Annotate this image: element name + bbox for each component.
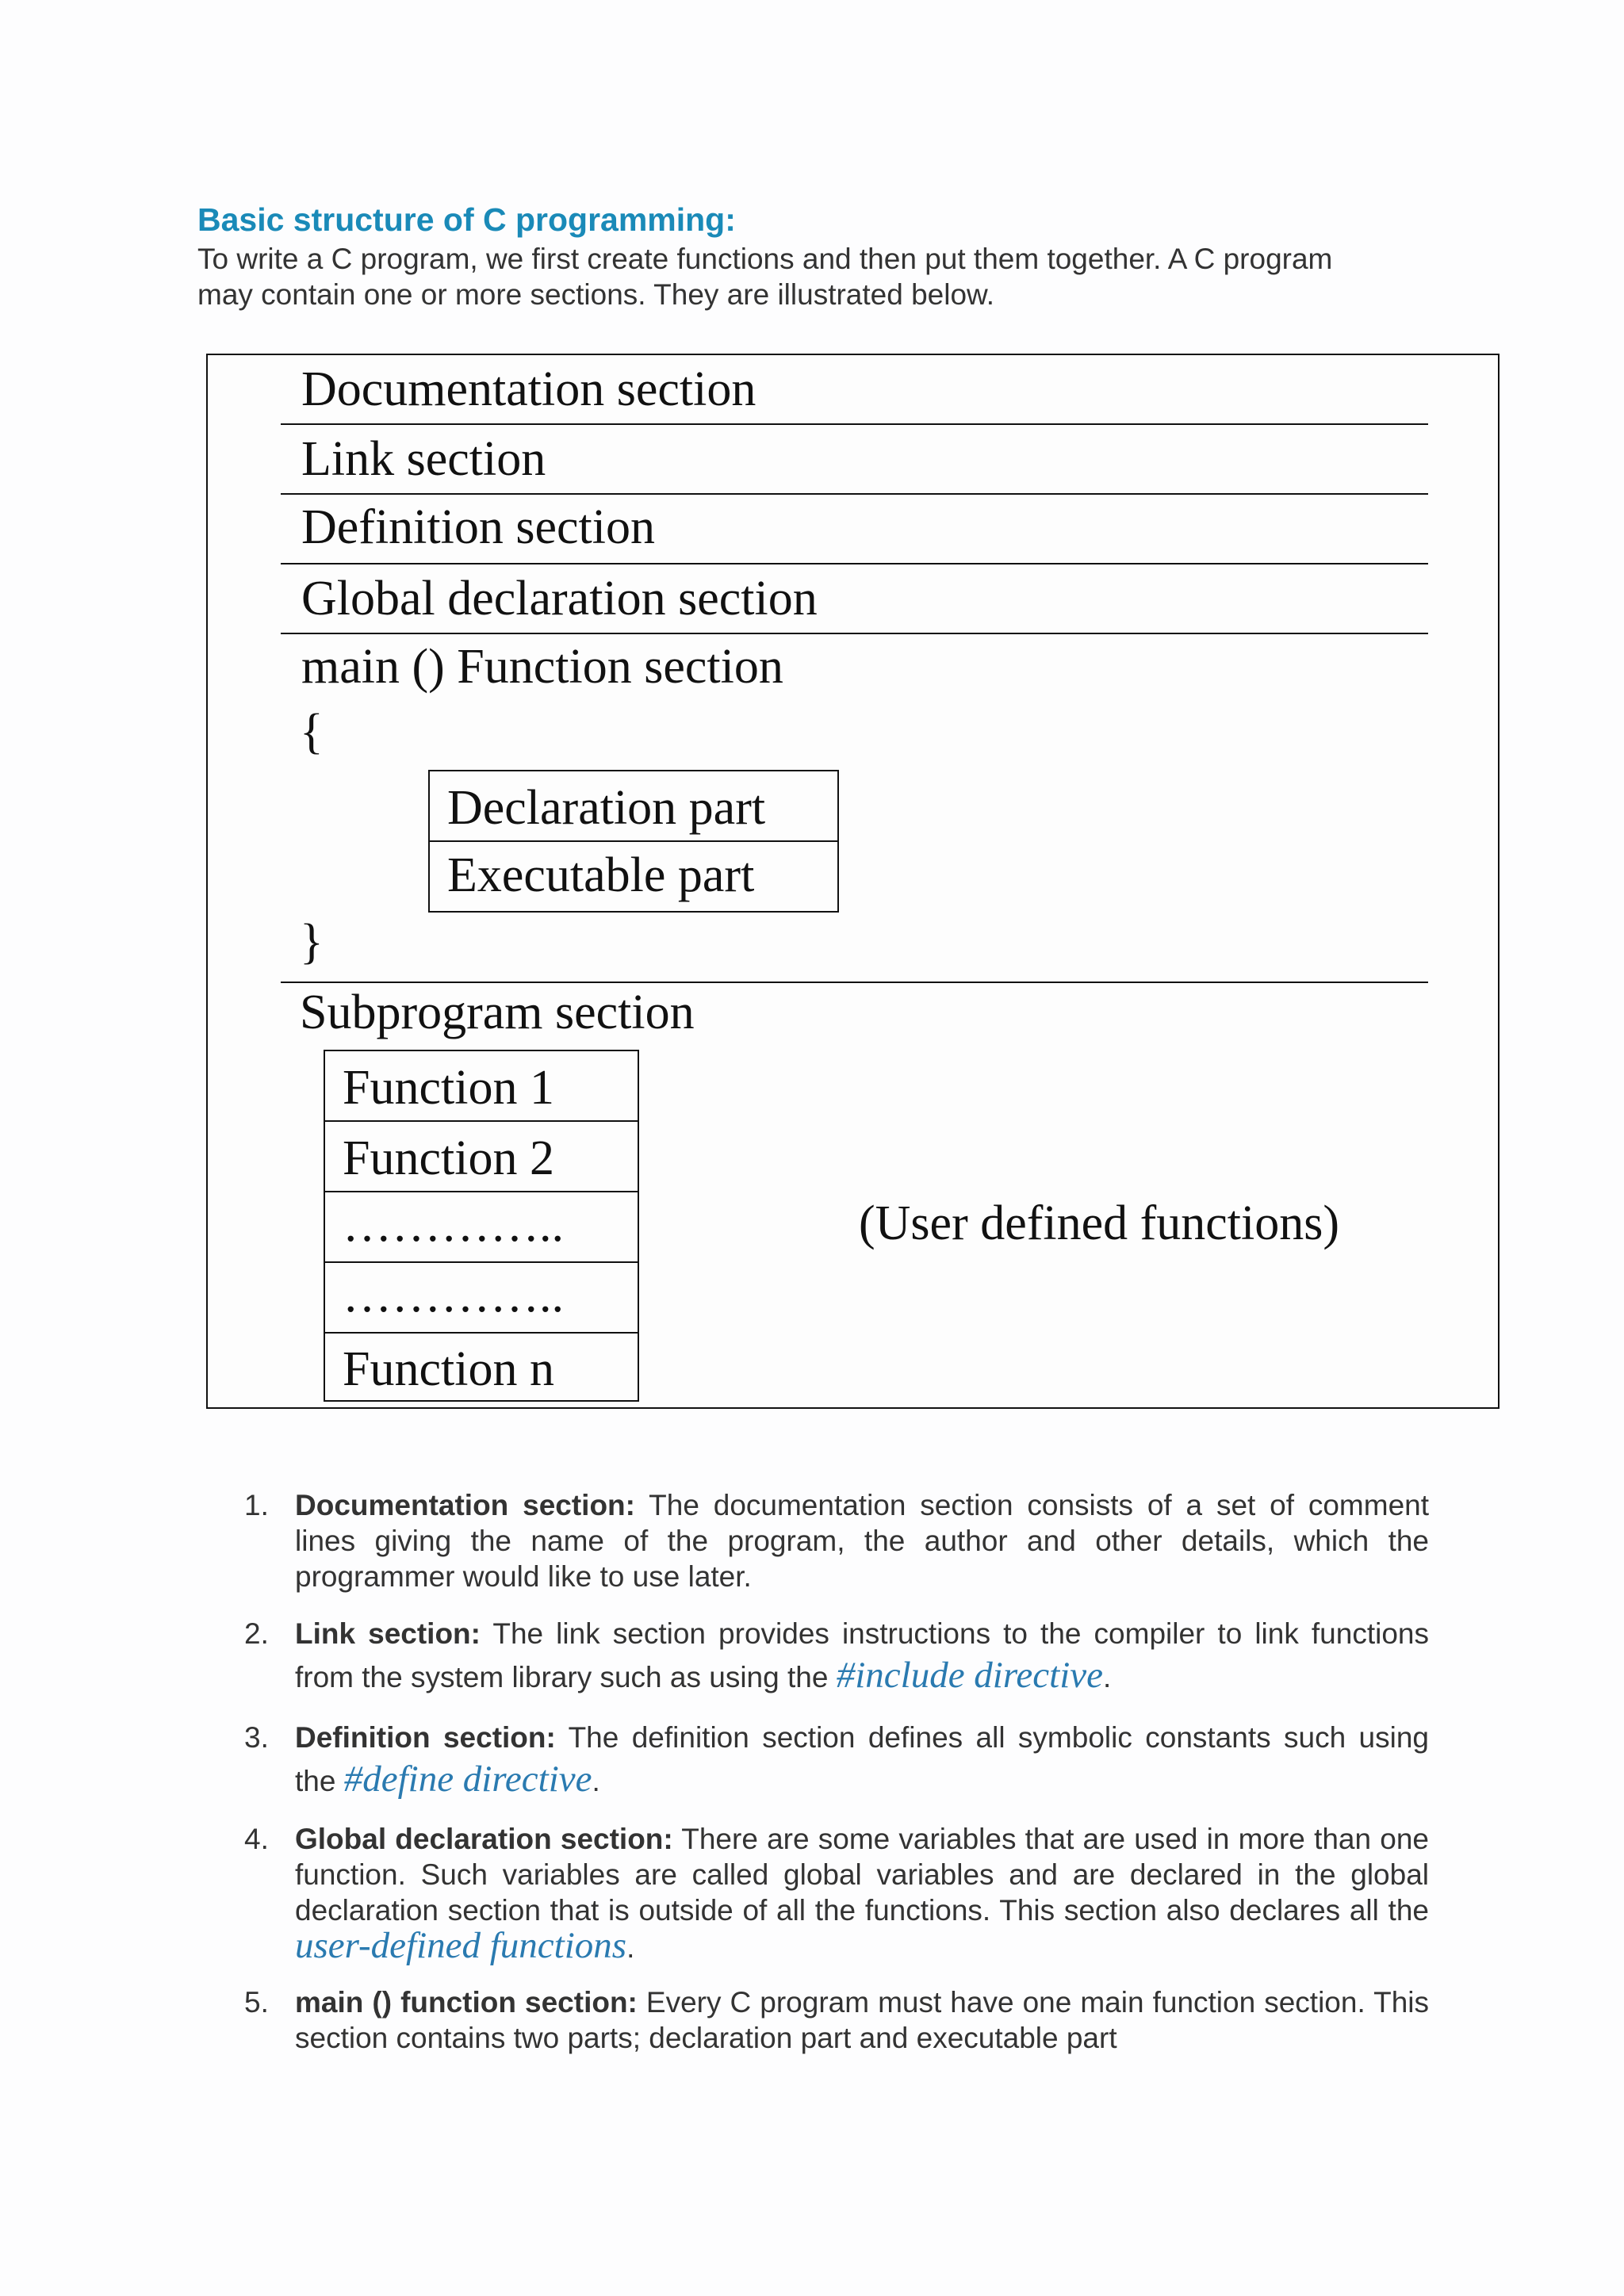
list-number: 3. (244, 1721, 269, 1754)
list-item (238, 1717, 1429, 1802)
define-directive-term: #define directive (343, 1758, 592, 1800)
program-structure-diagram (206, 354, 1500, 1409)
link-row (281, 425, 1428, 495)
main-label: main () Function section (301, 640, 783, 694)
intro-line-1: To write a C program, we first create functions and then put them together. A C program (197, 243, 1333, 275)
function-item: ………….. (325, 1263, 638, 1334)
function-item: Function n (343, 1342, 554, 1396)
main-row (281, 634, 1428, 704)
functions-box (324, 1050, 639, 1402)
list-text: The link section provides instructions to the compiler to link functions from the system library such as using the (295, 1617, 1429, 1693)
list-item (238, 1984, 1429, 2056)
user-defined-functions-term: user-defined functions (295, 1925, 627, 1966)
list-text: The definition section defines all symbolic constants such using the (295, 1721, 1429, 1797)
documentation-label: Documentation section (301, 362, 756, 416)
declaration-part: Declaration part (430, 771, 837, 842)
function-item: Function 1 (325, 1051, 638, 1122)
definition-row (281, 495, 1428, 564)
executable-part: Executable part (447, 848, 755, 902)
page-title: Basic structure of C programming: (197, 201, 736, 238)
function-item: ………….. (325, 1192, 638, 1263)
section-list (238, 1487, 1429, 2075)
close-brace: } (300, 915, 324, 969)
subprogram-row (281, 983, 1428, 1053)
intro-line-2: may contain one or more sections. They are illustrated below. (197, 278, 994, 311)
list-text-end: . (626, 1931, 635, 1964)
list-text-end: . (592, 1765, 600, 1797)
global-row (281, 564, 1428, 634)
subprogram-label: Subprogram section (300, 985, 695, 1039)
global-label: Global declaration section (301, 572, 818, 626)
open-brace: { (300, 705, 324, 759)
list-term: Link section: (295, 1617, 481, 1650)
list-number: 1. (244, 1489, 269, 1521)
link-label: Link section (301, 432, 546, 486)
list-number: 5. (244, 1986, 269, 2019)
documentation-row (281, 355, 1428, 425)
list-item (238, 1613, 1429, 1698)
include-directive-term: #include directive (836, 1655, 1103, 1696)
list-text: There are some variables that are used in more than one function. Such variables are called global variables and are declared in the global declaration section that is outside of all the functions. This section also declares all the (295, 1823, 1429, 1927)
list-number: 4. (244, 1823, 269, 1855)
user-defined-note: (User defined functions) (859, 1196, 1340, 1250)
list-text: Every C program must have one main function section. This section contains two parts; declaration part and executable part (295, 1986, 1429, 2054)
list-number: 2. (244, 1617, 269, 1650)
main-parts-box (428, 770, 839, 913)
list-item (238, 1487, 1429, 1594)
intro-paragraph (197, 241, 1419, 312)
function-item: Function 2 (325, 1122, 638, 1192)
list-text: The documentation section consists of a set of comment lines giving the name of the program, the author and other details, which the programmer would like to use later. (295, 1489, 1429, 1593)
list-term: Documentation section: (295, 1489, 635, 1521)
list-term: Definition section: (295, 1721, 556, 1754)
definition-label: Definition section (301, 500, 655, 554)
list-term: main () function section: (295, 1986, 638, 2019)
list-item (238, 1821, 1429, 1965)
list-text-end: . (1102, 1661, 1112, 1693)
list-term: Global declaration section: (295, 1823, 673, 1855)
